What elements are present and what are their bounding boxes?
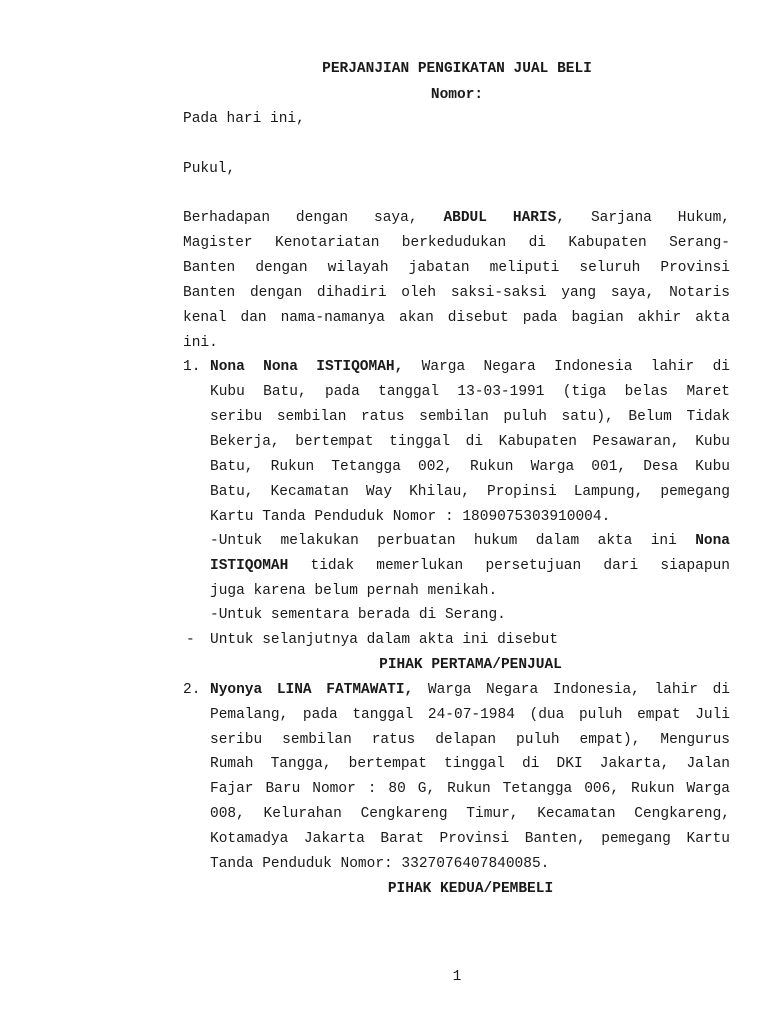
party2-line: Fajar Baru Nomor : 80 G, Rukun Tetangga 006, Rukun Warga — [210, 781, 730, 797]
party1-name: Nona Nona ISTIQOMAH, — [210, 359, 404, 375]
party1-line: Batu, Rukun Tetangga 002, Rukun Warga 001, Desa Kubu — [210, 459, 730, 475]
party1-number: 1. — [183, 359, 201, 375]
party2-line: Rumah Tangga, bertempat tinggal di DKI Jakarta, Jalan — [210, 756, 730, 772]
nomor-label: Nomor: — [430, 87, 484, 103]
hari-label: Pada hari ini, — [183, 111, 305, 127]
intro-line: ini. — [183, 335, 218, 351]
party2-line: seribu sembilan ratus delapan puluh empat), Mengurus — [210, 732, 730, 748]
party2-name: Nyonya LINA FATMAWATI, — [210, 682, 414, 698]
party2-line: Pemalang, pada tanggal 24-07-1984 (dua puluh empat Juli — [210, 707, 730, 723]
dash-marker: - — [186, 632, 195, 648]
party1-role: PIHAK PERTAMA/PENJUAL — [379, 657, 562, 673]
party1-note: ISTIQOMAH tidak memerlukan persetujuan dari siapapun — [210, 558, 730, 574]
party1-line: Kartu Tanda Penduduk Nomor : 1809075303910004. — [210, 509, 611, 525]
intro-line: kenal dan nama-namanya akan disebut pada bagian akhir akta — [183, 310, 730, 326]
page-number: 1 — [452, 969, 462, 985]
party1-line: Batu, Kecamatan Way Khilau, Propinsi Lampung, pemegang — [210, 484, 730, 500]
notary-name: ABDUL HARIS — [443, 210, 557, 226]
party1-line: Kubu Batu, pada tanggal 13-03-1991 (tiga belas Maret — [210, 384, 730, 400]
party2-line: Nyonya LINA FATMAWATI, Warga Negara Indonesia, lahir di — [210, 682, 730, 698]
document-title: PERJANJIAN PENGIKATAN JUAL BELI — [322, 61, 592, 77]
party2-line: Kotamadya Jakarta Barat Provinsi Banten, pemegang Kartu — [210, 831, 730, 847]
party2-number: 2. — [183, 682, 201, 698]
pukul-label: Pukul, — [183, 161, 236, 177]
party1-note: -Untuk sementara berada di Serang. — [210, 607, 506, 623]
intro-line: Banten dengan wilayah jabatan meliputi seluruh Provinsi — [183, 260, 730, 276]
party1-line: seribu sembilan ratus sembilan puluh satu), Belum Tidak — [210, 409, 730, 425]
party2-line: 008, Kelurahan Cengkareng Timur, Kecamatan Cengkareng, — [210, 806, 730, 822]
party2-line: Tanda Penduduk Nomor: 3327076407840085. — [210, 856, 550, 872]
intro-line: Magister Kenotariatan berkedudukan di Kabupaten Serang- — [183, 235, 730, 251]
party1-disebut: Untuk selanjutnya dalam akta ini disebut — [210, 632, 559, 648]
party1-line: Bekerja, bertempat tinggal di Kabupaten Pesawaran, Kubu — [210, 434, 730, 450]
party1-note: -Untuk melakukan perbuatan hukum dalam akta ini Nona — [210, 533, 730, 549]
party2-role: PIHAK KEDUA/PEMBELI — [387, 881, 554, 897]
intro-line: Berhadapan dengan saya, ABDUL HARIS, Sarjana Hukum, — [183, 210, 730, 226]
party1-note: juga karena belum pernah menikah. — [210, 583, 498, 599]
party1-line: Nona Nona ISTIQOMAH, Warga Negara Indonesia lahir di — [210, 359, 730, 375]
intro-line: Banten dengan dihadiri oleh saksi-saksi yang saya, Notaris — [183, 285, 730, 301]
